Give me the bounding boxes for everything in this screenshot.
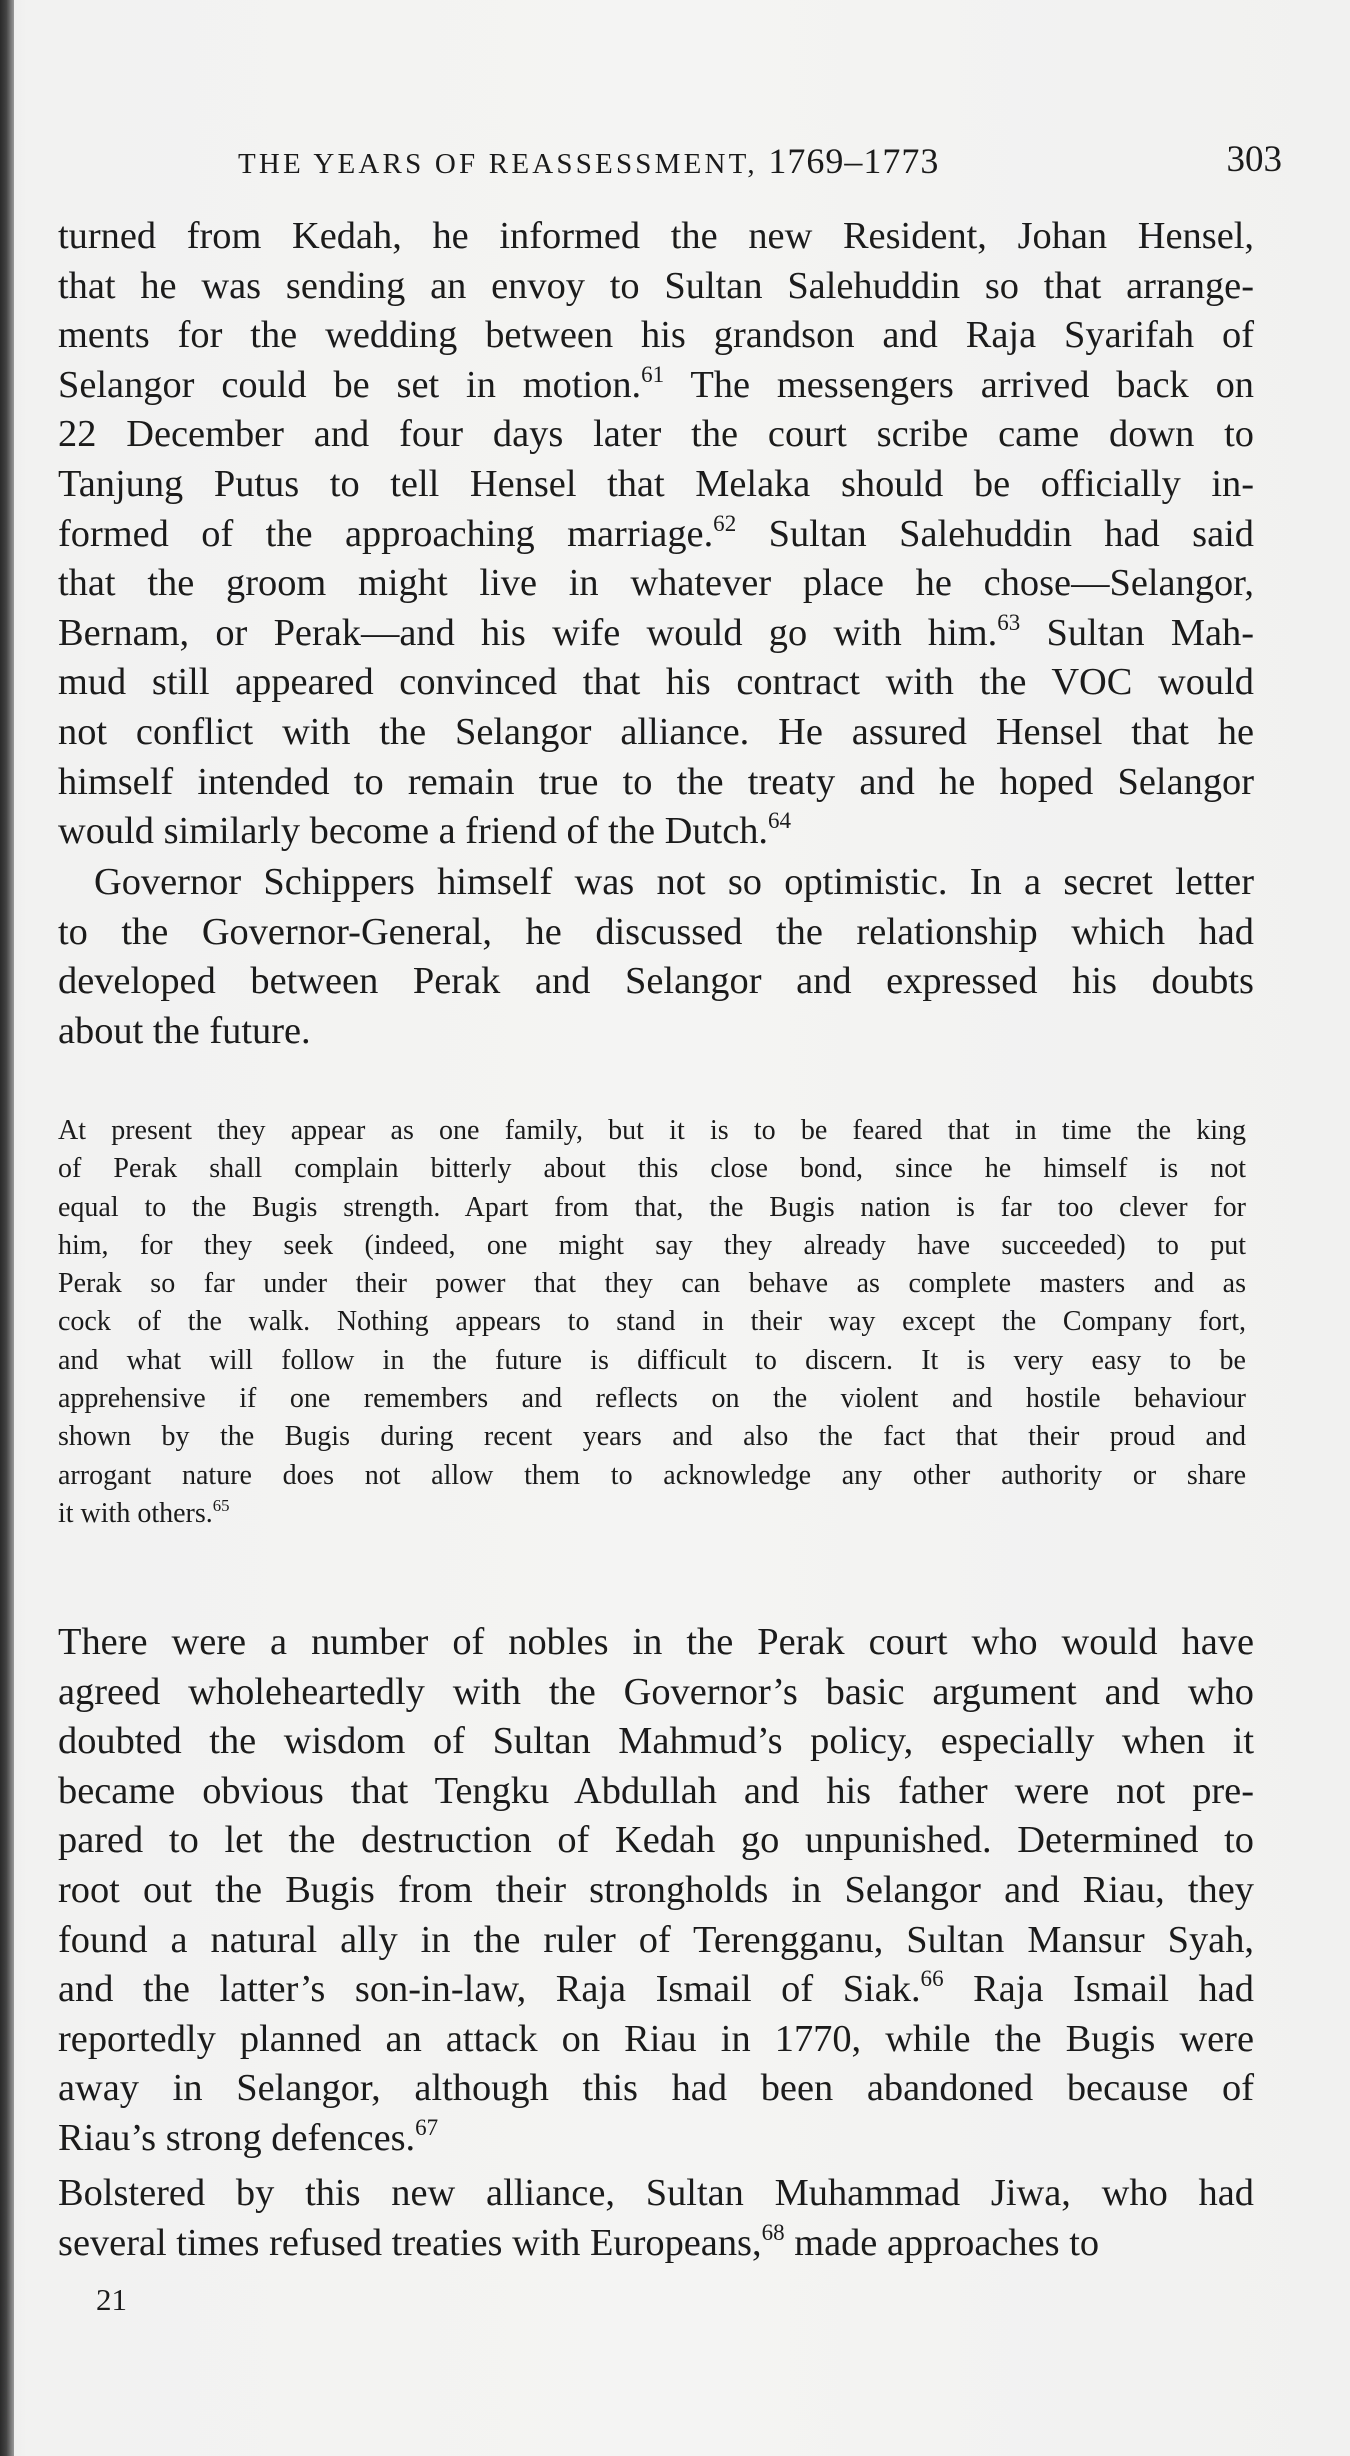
text-run: and the latter’s son-in-law, Raja Ismail of Siak.: [58, 1968, 921, 2011]
text-run: Sultan Salehuddin had said: [736, 512, 1254, 555]
text-run: away in Selangor, although this had been abandoned because of: [58, 2067, 1254, 2110]
text-line: [58, 1112, 1246, 1150]
text-run: Sultan Mah-: [1020, 611, 1254, 654]
running-title: [238, 140, 939, 182]
text-run: pared to let the destruction of Kedah go unpunished. Determined to: [58, 1819, 1254, 1862]
text-run: it with others.: [58, 1497, 213, 1529]
text-line: [58, 361, 1254, 411]
text-run: shown by the Bugis during recent years and also the fact that their proud and: [58, 1421, 1246, 1453]
text-line: [58, 2169, 1254, 2219]
body-paragraph-2: [58, 858, 1254, 1056]
footnote-ref: 64: [768, 807, 792, 834]
footnote-ref: 63: [997, 608, 1021, 635]
text-run: several times refused treaties with Europeans,: [58, 2221, 762, 2264]
text-run: became obvious that Tengku Abdullah and his father were not pre-: [58, 1769, 1254, 1812]
text-line: [58, 1717, 1254, 1767]
text-line: [58, 1495, 1246, 1533]
text-run: mud still appeared convinced that his contract with the VOC would: [58, 661, 1254, 704]
running-title-text: THE YEARS OF REASSESSMENT,: [238, 148, 758, 180]
text-line: [58, 1227, 1246, 1265]
text-line: [58, 858, 1254, 908]
text-run: Perak so far under their power that they can behave as complete masters and as: [58, 1268, 1246, 1300]
text-line: [58, 460, 1254, 510]
text-run: equal to the Bugis strength. Apart from that, the Bugis nation is far too clever for: [58, 1191, 1246, 1223]
text-run: that the groom might live in whatever place he chose—Selangor,: [58, 562, 1254, 605]
text-run: to the Governor-General, he discussed the relationship which had: [58, 910, 1254, 953]
text-run: that he was sending an envoy to Sultan Salehuddin so that arrange-: [58, 264, 1254, 307]
text-run: cock of the walk. Nothing appears to stand in their way except the Company fort,: [58, 1306, 1246, 1338]
text-line: [58, 410, 1254, 460]
text-run: about the future.: [58, 1009, 311, 1052]
text-run: reportedly planned an attack on Riau in 1770, while the Bugis were: [58, 2017, 1254, 2060]
text-line: [58, 758, 1254, 808]
text-run: The messengers arrived back on: [664, 363, 1254, 406]
text-run: Governor Schippers himself was not so optimistic. In a secret letter: [94, 861, 1254, 903]
text-run: and what will follow in the future is difficult to discern. It is very easy to be: [58, 1344, 1246, 1376]
text-run: Bernam, or Perak—and his wife would go with him.: [58, 611, 998, 654]
text-line: [58, 559, 1254, 609]
text-line: [58, 1916, 1254, 1966]
text-run: Selangor could be set in motion.: [58, 363, 642, 406]
text-line: [58, 1965, 1254, 2015]
text-line: [58, 1303, 1246, 1341]
text-line: [58, 212, 1254, 262]
text-line: [58, 2064, 1254, 2114]
text-line: [58, 1418, 1246, 1456]
text-run: Tanjung Putus to tell Hensel that Melaka should be officially in-: [58, 462, 1254, 505]
text-line: [58, 658, 1254, 708]
text-line: [58, 1457, 1246, 1495]
signature-mark: 21: [96, 2282, 127, 2317]
text-line: [58, 957, 1254, 1007]
footnote-ref: 65: [212, 1496, 230, 1516]
text-line: [58, 1150, 1246, 1188]
footnote-ref: 61: [641, 360, 665, 387]
footnote-ref: 66: [920, 1965, 944, 1992]
text-run: ments for the wedding between his grandson and Raja Syarifah of: [58, 314, 1254, 357]
text-run: At present they appear as one family, but it is to be feared that in time the king: [58, 1115, 1246, 1146]
text-line: [58, 1866, 1254, 1916]
footnote-ref: 62: [713, 509, 737, 536]
text-line: [58, 1342, 1246, 1380]
text-line: [58, 807, 1254, 857]
text-run: not conflict with the Selangor alliance. He assured Hensel that he: [58, 710, 1254, 753]
text-run: Riau’s strong defences.: [58, 2116, 416, 2159]
text-line: [58, 1668, 1254, 1718]
page-number: 303: [1226, 139, 1282, 180]
block-quote: [58, 1112, 1246, 1533]
footnote-ref: 67: [415, 2113, 439, 2140]
running-title-years: 1769–1773: [768, 141, 940, 181]
text-run: Raja Ismail had: [943, 1968, 1254, 2011]
text-line: [58, 2015, 1254, 2065]
text-line: [58, 1618, 1254, 1668]
text-run: of Perak shall complain bitterly about this close bond, since he himself is not: [58, 1153, 1246, 1185]
text-line: [58, 262, 1254, 312]
text-run: himself intended to remain true to the treaty and he hoped Selangor: [58, 760, 1254, 803]
body-paragraph-4: [58, 2169, 1254, 2268]
text-line: [58, 1007, 1254, 1057]
text-line: [58, 908, 1254, 958]
text-line: [58, 1265, 1246, 1303]
body-paragraph-3: [58, 1618, 1254, 2164]
text-line: [58, 708, 1254, 758]
text-line: [58, 2219, 1254, 2269]
text-run: doubted the wisdom of Sultan Mahmud’s policy, especially when it: [58, 1720, 1254, 1763]
running-head: [56, 140, 1306, 190]
text-line: [58, 1767, 1254, 1817]
text-line: [58, 1189, 1246, 1227]
body-paragraph-1: [58, 212, 1254, 857]
text-line: [58, 510, 1254, 560]
text-run: made approaches to: [784, 2221, 1100, 2264]
text-run: him, for they seek (indeed, one might say they already have succeeded) to put: [58, 1229, 1246, 1261]
footnote-ref: 68: [761, 2218, 785, 2245]
text-run: apprehensive if one remembers and reflects on the violent and hostile behaviour: [58, 1383, 1246, 1415]
text-run: formed of the approaching marriage.: [58, 512, 714, 555]
text-run: root out the Bugis from their strongholds in Selangor and Riau, they: [58, 1868, 1254, 1911]
text-line: [58, 609, 1254, 659]
text-run: arrogant nature does not allow them to acknowledge any other authority or share: [58, 1459, 1246, 1491]
text-run: developed between Perak and Selangor and expressed his doubts: [58, 960, 1254, 1003]
text-run: turned from Kedah, he informed the new Resident, Johan Hensel,: [58, 215, 1254, 257]
text-run: would similarly become a friend of the Dutch.: [58, 810, 769, 853]
text-line: [58, 311, 1254, 361]
text-line: [58, 2114, 1254, 2164]
text-run: 22 December and four days later the court scribe came down to: [58, 413, 1254, 456]
text-line: [58, 1816, 1254, 1866]
text-run: agreed wholeheartedly with the Governor’s basic argument and who: [58, 1670, 1254, 1713]
text-run: found a natural ally in the ruler of Terengganu, Sultan Mansur Syah,: [58, 1918, 1254, 1961]
text-run: Bolstered by this new alliance, Sultan Muhammad Jiwa, who had: [58, 2172, 1254, 2214]
text-line: [58, 1380, 1246, 1418]
text-run: There were a number of nobles in the Perak court who would have: [58, 1621, 1254, 1663]
